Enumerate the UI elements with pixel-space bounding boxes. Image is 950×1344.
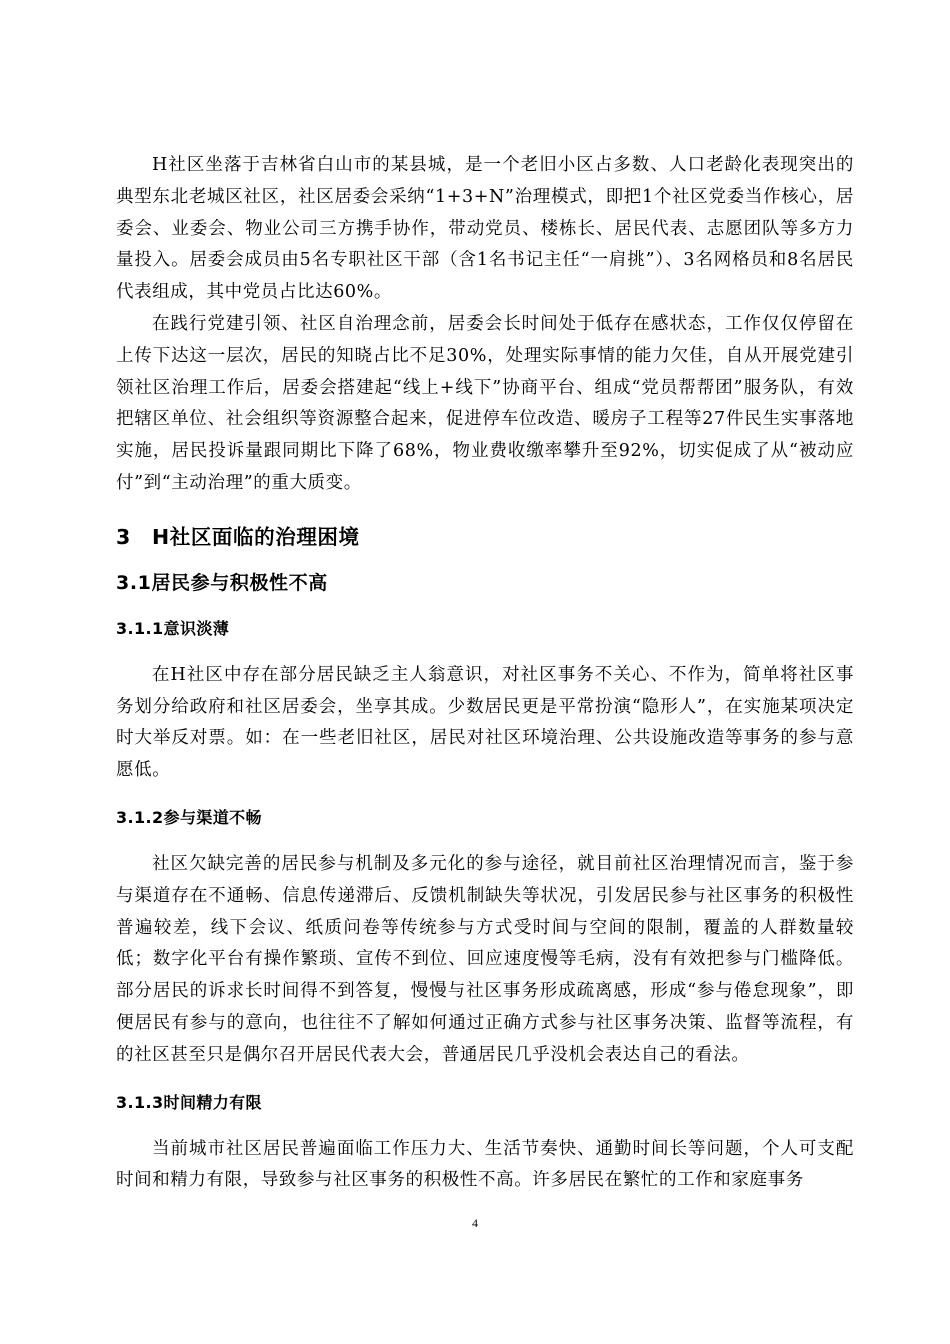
section-heading-3: 3 H社区面临的治理困境 xyxy=(116,524,360,549)
page-number: 4 xyxy=(472,1216,478,1230)
section-heading-3-1-3: 3.1.3时间精力有限 xyxy=(116,1092,262,1112)
section-heading-3-1-1: 3.1.1意识淡薄 xyxy=(116,618,230,638)
paragraph-limited-time: 当前城市社区居民普遍面临工作压力大、生活节奏快、通勤时间长等问题，个人可支配时间和精力有限，导致参与社区事务的积极性不高。许多居民在繁忙的工作和家庭事务 xyxy=(116,1138,854,1191)
section-heading-3-1: 3.1居民参与积极性不高 xyxy=(116,571,328,594)
paragraph-participation-channels: 社区欠缺完善的居民参与机制及多元化的参与途径，就目前社区治理情况而言，鉴于参与渠道存在不通畅、信息传递滞后、反馈机制缺失等状况，引发居民参与社区事务的积极性普遍较差，线下会议、纸质问卷等传统参与方式受时间与空间的限制，覆盖的人群数量较低；数字化平台有操作繁琐、宣传不到位、回应速度慢等毛病，没有有效把参与门槛降低。部分居民的诉求长时间得不到答复，慢慢与社区事务形成疏离感，形成“参与倦怠现象”，即便居民有参与的意向，也往往不了解如何通过正确方式参与社区事务决策、监督等流程，有的社区甚至只是偶尔召开居民代表大会，普通居民几乎没机会表达自己的看法。 xyxy=(116,853,854,1065)
paragraph-community-overview: H社区坐落于吉林省白山市的某县城，是一个老旧小区占多数、人口老龄化表现突出的典型东北老城区社区，社区居委会采纳“1+3+N”治理模式，即把1个社区党委当作核心，居委会、业委会、物业公司三方携手协作，带动党员、楼栋长、居民代表、志愿团队等多方力量投入。居委会成员由5名专职社区干部（含1名书记主任“一肩挑”）、3名网格员和8名居民代表组成，其中党员占比达60%。 xyxy=(116,155,854,303)
page-content xyxy=(116,150,854,1197)
paragraph-governance-results: 在践行党建引领、社区自治理念前，居委会长时间处于低存在感状态，工作仅仅停留在上传下达这一层次，居民的知晓占比不足30%，处理实际事情的能力欠佳，自从开展党建引领社区治理工作后，居委会搭建起“线上+线下”协商平台、组成“党员帮帮团”服务队，有效把辖区单位、社会组织等资源整合起来，促进停车位改造、暖房子工程等27件民生实事落地实施，居民投诉量跟同期比下降了68%，物业费收缴率攀升至92%，切实促成了从“被动应付”到“主动治理”的重大质变。 xyxy=(116,313,854,493)
section-heading-3-1-2: 3.1.2参与渠道不畅 xyxy=(116,807,262,827)
paragraph-weak-awareness: 在H社区中存在部分居民缺乏主人翁意识，对社区事务不关心、不作为，简单将社区事务划分给政府和社区居委会，坐享其成。少数居民更是平常扮演“隐形人”，在实施某项决定时大举反对票。如：在一些老旧社区，居民对社区环境治理、公共设施改造等事务的参与意愿低。 xyxy=(116,664,854,781)
